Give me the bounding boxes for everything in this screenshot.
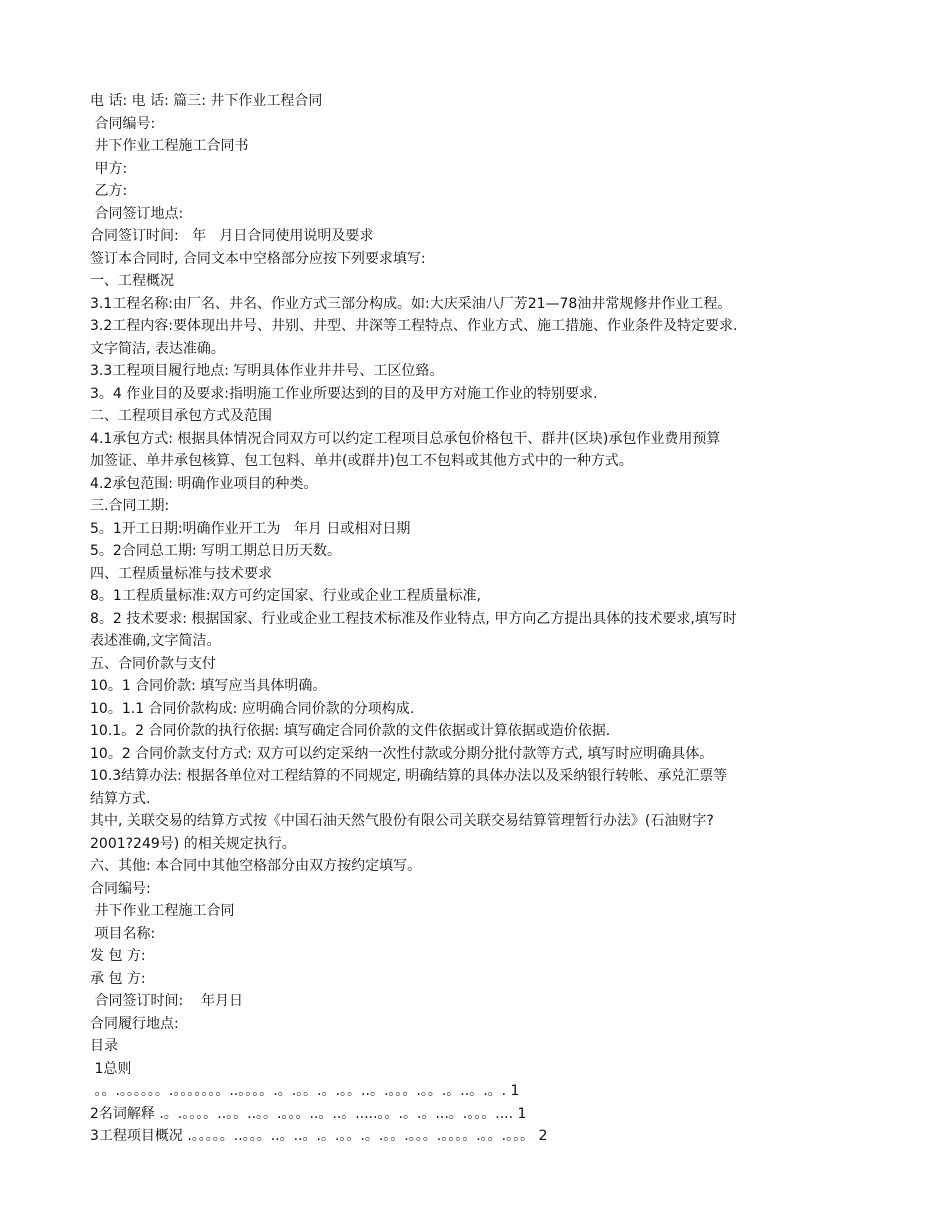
text-line: 合同签订地点: — [90, 205, 184, 222]
section-heading: 四、工程质量标准与技术要求 — [90, 565, 272, 582]
text-line: 文字简洁, 表达准确。 — [90, 340, 225, 357]
text-line: 合同编号: — [90, 115, 156, 132]
text-line: 合同签订时间: 年月日 — [90, 993, 243, 1009]
text-line: 井下作业工程施工合同 — [90, 903, 235, 919]
text-line: 3.2工程内容:要体现出井号、井别、井型、井深等工程特点、作业方式、施工措施、作业条件及特定要求. — [90, 318, 738, 334]
section-heading: 一、工程概况 — [90, 273, 174, 289]
section-heading: 二、工程项目承包方式及范围 — [90, 408, 272, 424]
text-line: 10。1.1 合同价款构成: 应明确合同价款的分项构成. — [90, 700, 415, 717]
text-line: 承 包 方: — [90, 970, 146, 987]
text-line: 3.3工程项目履行地点: 写明具体作业井井号、工区位臵。 — [90, 363, 444, 379]
text-line: 5。1开工日期:明确作业开工为 年月 日或相对日期 — [90, 520, 411, 537]
toc-title: 目录 — [90, 1038, 118, 1054]
text-line: 8。1工程质量标准:双方可约定国家、行业或企业工程质量标准, — [90, 588, 481, 604]
text-line: 结算方式. — [90, 790, 151, 807]
text-line: 10。2 合同价款支付方式: 双方可以约定采纳一次性付款或分期分批付款等方式, 填写时应明确具体。 — [90, 745, 714, 762]
toc-entry: 2名词解释 .。.。。。。..。。..。。.。。。..。..。.....。。.。.。...。.。。。.... 1 — [90, 1105, 527, 1122]
text-line: 合同编号: — [90, 880, 151, 897]
text-line: 合同签订时间: 年 月日合同使用说明及要求 — [90, 228, 374, 244]
section-heading: 六、其他: 本合同中其他空格部分由双方按约定填写。 — [90, 858, 422, 874]
text-line: 其中, 关联交易的结算方式按《中国石油天然气股份有限公司关联交易结算管理暂行办法》(石油财字? — [90, 813, 714, 829]
text-line: 合同履行地点: — [90, 1015, 179, 1032]
text-line: 电 话: 电 话: 篇三: 井下作业工程合同 — [90, 93, 323, 109]
text-line: 甲方: — [90, 160, 128, 177]
text-line: 发 包 方: — [90, 948, 146, 964]
text-line: 8。2 技术要求: 根据国家、行业或企业工程技术标准及作业特点, 甲方向乙方提出具体的技术要求,填写时 — [90, 610, 737, 627]
text-line: 签订本合同时, 合同文本中空格部分应按下列要求填写: — [90, 250, 426, 267]
text-line: 2001?249号) 的相关规定执行。 — [90, 835, 296, 852]
toc-leader-line: 。。.。。。。。。.。。。。。。。..。。。。.。.。。.。.。。..。.。。。.。。.。..。.。. 1 — [90, 1083, 520, 1099]
text-line: 乙方: — [90, 183, 128, 199]
text-line: 井下作业工程施工合同书 — [90, 138, 249, 154]
text-line: 加签证、单井承包核算、包工包料、单井(或群井)包工不包料或其他方式中的一种方式。 — [90, 453, 633, 469]
text-line: 3.1工程名称:由厂名、井名、作业方式三部分构成。如:大庆采油八厂芳21—78油井常规修井作业工程。 — [90, 295, 732, 312]
text-line: 10.1。2 合同价款的执行依据: 填写确定合同价款的文件依据或计算依据或造价依据. — [90, 723, 611, 739]
section-heading: 三.合同工期: — [90, 498, 170, 514]
document-page — [90, 90, 870, 1148]
text-line: 5。2合同总工期: 写明工期总日历天数。 — [90, 543, 341, 559]
text-line: 项目名称: — [90, 925, 156, 942]
toc-entry: 1总则 — [90, 1060, 132, 1077]
text-line: 10。1 合同价款: 填写应当具体明确。 — [90, 678, 327, 694]
text-line: 表述准确,文字简洁。 — [90, 633, 221, 649]
text-line: 4.1承包方式: 根据具体情况合同双方可以约定工程项目总承包价格包干、群井(区块)承包作业费用预算 — [90, 430, 721, 447]
text-line: 10.3结算办法: 根据各单位对工程结算的不同规定, 明确结算的具体办法以及采纳银行转帐、承兑汇票等 — [90, 768, 728, 784]
text-line: 4.2承包范围: 明确作业项目的种类。 — [90, 475, 318, 492]
toc-entry: 3工程项目概况 .。。。。。..。。。..。..。.。.。。.。.。。.。。。.。。。。.。。.。。。 2 — [90, 1128, 548, 1144]
section-heading: 五、合同价款与支付 — [90, 655, 216, 672]
text-line: 3。4 作业目的及要求:指明施工作业所要达到的目的及甲方对施工作业的特别要求. — [90, 385, 598, 402]
